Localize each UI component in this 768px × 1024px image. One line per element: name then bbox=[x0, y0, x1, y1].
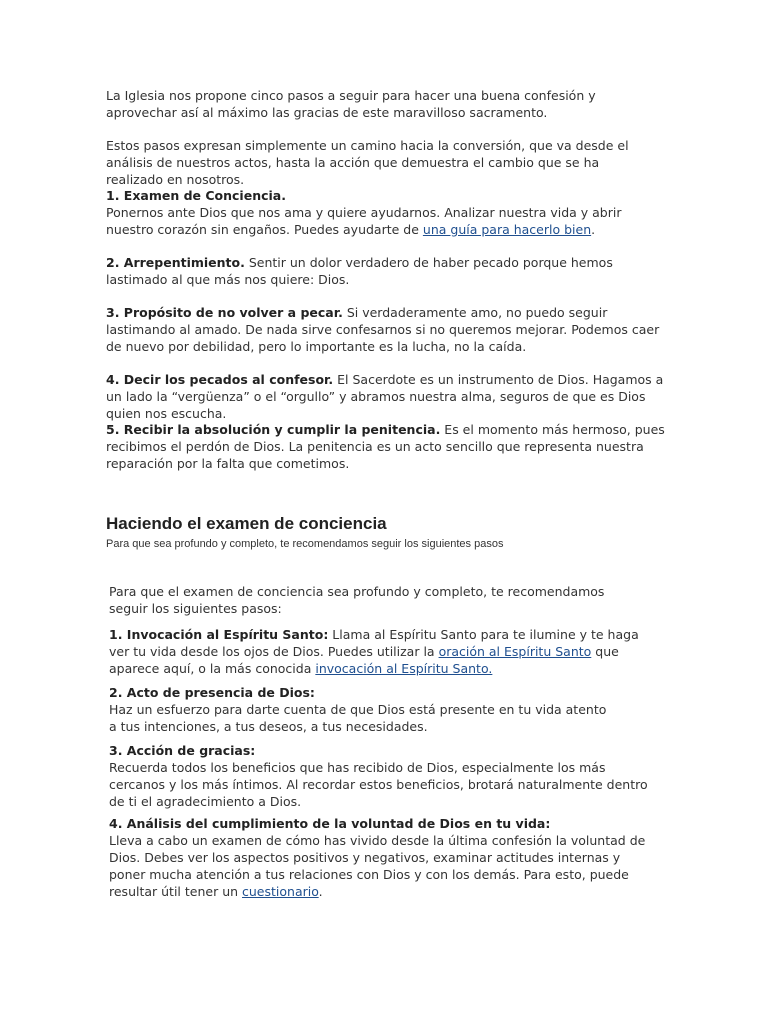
step-4-text: 4. Decir los pecados al confesor. El Sacerdote es un instrumento de Dios. Hagamos a un lado la “vergüenza” o el “orgullo” y abramos nuestra alma, seguros de que es Dios quien nos escucha. bbox=[106, 372, 664, 421]
intro-paragraph-2 bbox=[106, 137, 646, 188]
intro-text-2: Estos pasos expresan simplemente un camino hacia la conversión, que va desde el análisis de nuestros actos, hasta la acción que demuestra el cambio que se ha realizado en nosotros. bbox=[106, 138, 629, 187]
exam-item-4-title: 4. Análisis del cumplimiento de la voluntad de Dios en tu vida: bbox=[109, 816, 551, 831]
exam-item-4 bbox=[109, 815, 659, 900]
intro-text-1: La Iglesia nos propone cinco pasos a seguir para hacer una buena confesión y aprovechar así al máximo las gracias de este maravilloso sacramento. bbox=[106, 88, 596, 120]
step-5-title: 5. Recibir la absolución y cumplir la penitencia. bbox=[106, 422, 441, 437]
exam-item-3-title: 3. Acción de gracias: bbox=[109, 743, 256, 758]
step-3-title: 3. Propósito de no volver a pecar. bbox=[106, 305, 343, 320]
exam-item-1-text: 1. Invocación al Espíritu Santo: Llama al Espíritu Santo para te ilumine y te haga ver tu vida desde los ojos de Dios. Puedes utilizar la oración al Espíritu Santo que aparece aquí, o la más conocida invocación al Espíritu Santo. bbox=[109, 627, 639, 676]
step-3 bbox=[106, 304, 666, 355]
step-2-title: 2. Arrepentimiento. bbox=[106, 255, 245, 270]
exam-item-2-text: Haz un esfuerzo para darte cuenta de que Dios está presente en tu vida atento a tus intenciones, a tus deseos, a tus necesidades. bbox=[109, 702, 607, 734]
section-heading: Haciendo el examen de conciencia bbox=[106, 514, 387, 533]
step-3-text: 3. Propósito de no volver a pecar. Si verdaderamente amo, no puedo seguir lastimando al amado. De nada sirve confesarnos si no queremos mejorar. Podemos caer de nuevo por debilidad, pero lo importante es la lucha, no la caída. bbox=[106, 305, 660, 354]
step-1-text: Ponernos ante Dios que nos ama y quiere ayudarnos. Analizar nuestra vida y abrir nuestro corazón sin engaños. Puedes ayudarte de una guía para hacerlo bien. bbox=[106, 205, 622, 237]
step-2 bbox=[106, 254, 666, 288]
questionnaire-link[interactable]: cuestionario bbox=[242, 884, 319, 899]
step-2-text: 2. Arrepentimiento. Sentir un dolor verdadero de haber pecado porque hemos lastimado al que más nos quiere: Dios. bbox=[106, 255, 613, 287]
step-1-title: 1. Examen de Conciencia. bbox=[106, 188, 286, 203]
step-4 bbox=[106, 371, 666, 422]
exam-item-1-title: 1. Invocación al Espíritu Santo: bbox=[109, 627, 329, 642]
invocation-link[interactable]: invocación al Espíritu Santo. bbox=[315, 661, 493, 676]
step-4-title: 4. Decir los pecados al confesor. bbox=[106, 372, 334, 387]
prayer-link[interactable]: oración al Espíritu Santo bbox=[438, 644, 592, 659]
step-1 bbox=[106, 187, 666, 238]
exam-item-3-text: Recuerda todos los beneficios que has recibido de Dios, especialmente los más cercanos y los más íntimos. Al recordar estos beneficios, brotará naturalmente dentro de ti el agradecimiento a Dios. bbox=[109, 760, 648, 809]
exam-item-2-title: 2. Acto de presencia de Dios: bbox=[109, 685, 315, 700]
step-5-text: 5. Recibir la absolución y cumplir la penitencia. Es el momento más hermoso, pues recibimos el perdón de Dios. La penitencia es un acto sencillo que representa nuestra reparación por la falta que cometimos. bbox=[106, 422, 665, 471]
section-intro-text: Para que el examen de conciencia sea profundo y completo, te recomendamos seguir los siguientes pasos: bbox=[109, 584, 605, 616]
exam-item-4-text: Lleva a cabo un examen de cómo has vivido desde la última confesión la voluntad de Dios. Debes ver los aspectos positivos y negativos, examinar actitudes internas y poner mucha atención a tus relaciones con Dios y con los demás. Para esto, puede resultar útil tener un cuestionario. bbox=[109, 833, 646, 899]
guide-link[interactable]: una guía para hacerlo bien bbox=[422, 222, 592, 237]
section-subheading: Para que sea profundo y completo, te recomendamos seguir los siguientes pasos bbox=[106, 538, 504, 550]
exam-item-1 bbox=[109, 626, 654, 677]
exam-item-2 bbox=[109, 684, 609, 735]
exam-item-3 bbox=[109, 742, 654, 810]
step-5 bbox=[106, 421, 666, 472]
section-intro bbox=[109, 583, 629, 617]
intro-paragraph-1 bbox=[106, 87, 651, 121]
